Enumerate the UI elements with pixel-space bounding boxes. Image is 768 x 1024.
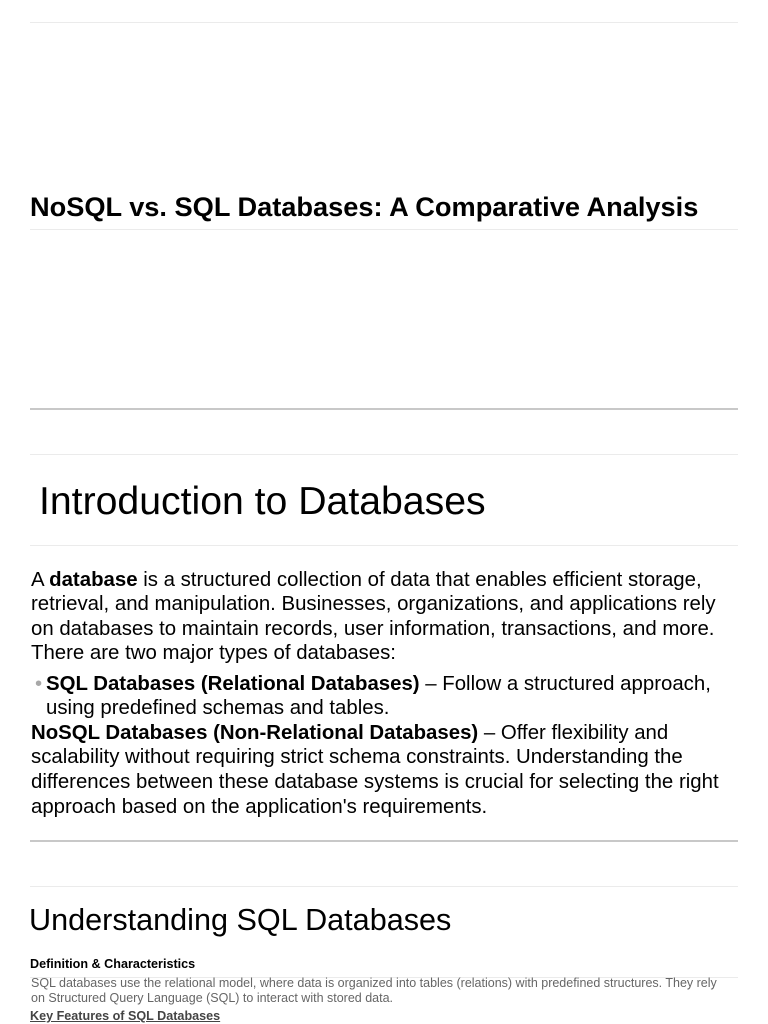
- divider: [30, 22, 738, 23]
- section-heading-sql: Understanding SQL Databases: [29, 903, 452, 938]
- section-heading-introduction: Introduction to Databases: [39, 480, 486, 523]
- term-database: database: [49, 568, 138, 591]
- divider: [30, 545, 738, 546]
- sql-databases-description: – Follow a structured approach, using predefined schemas and tables.: [46, 672, 711, 720]
- sql-definition-text: SQL databases use the relational model, where data is organized into tables (relations) with predefined structures. They rely on Structured Query Language (SQL) to interact with stored data.: [31, 976, 717, 1005]
- subheading-definition: Definition & Characteristics: [30, 957, 196, 971]
- article-title: NoSQL vs. SQL Databases: A Comparative Analysis: [30, 191, 699, 222]
- list-item-sql-databases: [35, 672, 731, 721]
- intro-body-text: is a structured collection of data that enables efficient storage, retrieval, and manipulation. Businesses, organizations, and applications rely on databases to maintain records, user information, transactions, and more. There are two major types of databases:: [31, 568, 716, 665]
- database-types-list: [31, 672, 731, 721]
- intro-paragraph: [31, 568, 731, 666]
- intro-lead-text: A: [31, 568, 50, 591]
- term-nosql-databases: NoSQL Databases (Non-Relational Databases): [31, 721, 479, 744]
- nosql-databases-description: – Offer flexibility and scalability without requiring strict schema constraints. Understanding the differences between these database systems is crucial for selecting the right approach based on the application's requirements.: [31, 721, 719, 818]
- nosql-paragraph: [31, 721, 731, 819]
- bullet-marker: •: [35, 672, 43, 695]
- divider: [30, 454, 738, 455]
- key-features-link[interactable]: Key Features of SQL Databases: [30, 1009, 221, 1023]
- section-divider: [30, 408, 738, 410]
- section-divider: [30, 840, 738, 842]
- divider: [30, 886, 738, 887]
- divider: [30, 229, 738, 230]
- term-sql-databases: SQL Databases (Relational Databases): [46, 672, 420, 695]
